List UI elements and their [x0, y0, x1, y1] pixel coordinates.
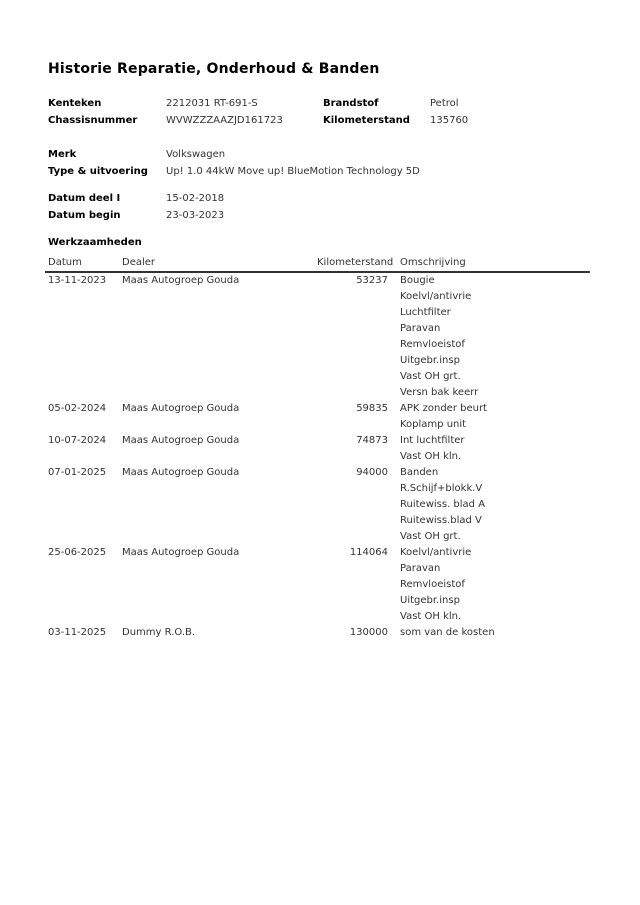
worklog-row [45, 273, 590, 401]
worklog-description-line: Uitgebr.insp [400, 595, 460, 606]
column-header-dealer: Dealer [122, 257, 156, 268]
worklog-row [45, 545, 590, 625]
chassisnummer-value: WVWZZZAAZJD161723 [166, 115, 283, 126]
worklog-description-line: Luchtfilter [400, 307, 451, 318]
worklog-row-mileage: 130000 [349, 627, 388, 638]
worklog-row-dealer: Dummy R.O.B. [122, 627, 196, 638]
worklog-row-mileage: 53237 [356, 275, 388, 286]
merk-value: Volkswagen [166, 149, 226, 160]
kenteken-label: Kenteken [48, 98, 102, 109]
worklog-row-dealer: Maas Autogroep Gouda [122, 435, 240, 446]
worklog-row-dealer: Maas Autogroep Gouda [122, 275, 240, 286]
datum-begin-label: Datum begin [48, 210, 121, 221]
column-header-omschrijving: Omschrijving [400, 257, 466, 268]
vehicle-dates-section [48, 190, 620, 224]
vehicle-model-section [48, 146, 620, 180]
datum-deel-label: Datum deel I [48, 193, 121, 204]
worklog-description-line: Vast OH grt. [400, 371, 461, 382]
worklog-description-line: Remvloeistof [400, 579, 465, 590]
worklog-description-line: Uitgebr.insp [400, 355, 460, 366]
kilometerstand-label: Kilometerstand [323, 115, 410, 126]
type-uitvoering-label: Type & uitvoering [48, 166, 148, 177]
worklog-row-date: 05-02-2024 [48, 403, 107, 414]
brandstof-value: Petrol [430, 98, 459, 109]
worklog-row-dealer: Maas Autogroep Gouda [122, 467, 240, 478]
worklog-row-mileage: 114064 [349, 547, 388, 558]
worklog-row-mileage: 94000 [356, 467, 388, 478]
worklog-row-dealer: Maas Autogroep Gouda [122, 547, 240, 558]
worklog-row-descriptions [388, 625, 590, 641]
worklog-description-line: Vast OH kln. [400, 451, 462, 462]
worklog-description-line: Remvloeistof [400, 339, 465, 350]
worklog-description-line: Versn bak keerr [400, 387, 479, 398]
worklog-row-date: 25-06-2025 [48, 547, 107, 558]
worklog-row-descriptions [388, 433, 590, 465]
worklog-description-line: Bougie [400, 275, 435, 286]
worklog-row-date: 13-11-2023 [48, 275, 107, 286]
worklog-description-line: R.Schijf+blokk.V [400, 483, 483, 494]
datum-begin-value: 23-03-2023 [166, 210, 225, 221]
datum-deel-value: 15-02-2018 [166, 193, 225, 204]
worklog-description-line: Vast OH grt. [400, 531, 461, 542]
vehicle-identity-section [48, 95, 620, 129]
kenteken-value: 2212031 RT-691-S [166, 98, 258, 109]
worklog-description-line: Banden [400, 467, 439, 478]
worklog-description-line: Ruitewiss.blad V [400, 515, 482, 526]
worklog-table-body [45, 273, 590, 641]
worklog-row-date: 07-01-2025 [48, 467, 107, 478]
column-header-kilometerstand: Kilometerstand [317, 257, 394, 268]
worklog-row-descriptions [388, 401, 590, 433]
column-header-datum: Datum [48, 257, 82, 268]
worklog-description-line: som van de kosten [400, 627, 495, 638]
worklog-description-line: Koplamp unit [400, 419, 467, 430]
worklog-description-line: Int luchtfilter [400, 435, 465, 446]
worklog-table [45, 255, 590, 641]
worklog-table-header [45, 255, 590, 273]
worklog-description-line: Paravan [400, 563, 441, 574]
worklog-description-line: Vast OH kln. [400, 611, 462, 622]
worklog-row-mileage: 59835 [356, 403, 388, 414]
page-title: Historie Reparatie, Onderhoud & Banden [48, 61, 380, 77]
brandstof-label: Brandstof [323, 98, 379, 109]
kilometerstand-value: 135760 [430, 115, 469, 126]
worklog-row-descriptions [388, 465, 590, 545]
worklog-row-date: 10-07-2024 [48, 435, 107, 446]
worklog-row-mileage: 74873 [356, 435, 388, 446]
worklog-row-descriptions [388, 545, 590, 625]
worklog-row [45, 433, 590, 465]
worklog-row-date: 03-11-2025 [48, 627, 107, 638]
type-uitvoering-value: Up! 1.0 44kW Move up! BlueMotion Technology 5D [166, 166, 420, 177]
worklog-section-title: Werkzaamheden [48, 237, 142, 248]
worklog-description-line: Koelvl/antivrie [400, 291, 472, 302]
chassisnummer-label: Chassisnummer [48, 115, 138, 126]
worklog-description-line: APK zonder beurt [400, 403, 487, 414]
worklog-row-dealer: Maas Autogroep Gouda [122, 403, 240, 414]
worklog-row [45, 401, 590, 433]
worklog-row [45, 465, 590, 545]
merk-label: Merk [48, 149, 77, 160]
worklog-row-descriptions [388, 273, 590, 401]
worklog-description-line: Koelvl/antivrie [400, 547, 472, 558]
worklog-description-line: Ruitewiss. blad A [400, 499, 486, 510]
worklog-row [45, 625, 590, 641]
worklog-description-line: Paravan [400, 323, 441, 334]
